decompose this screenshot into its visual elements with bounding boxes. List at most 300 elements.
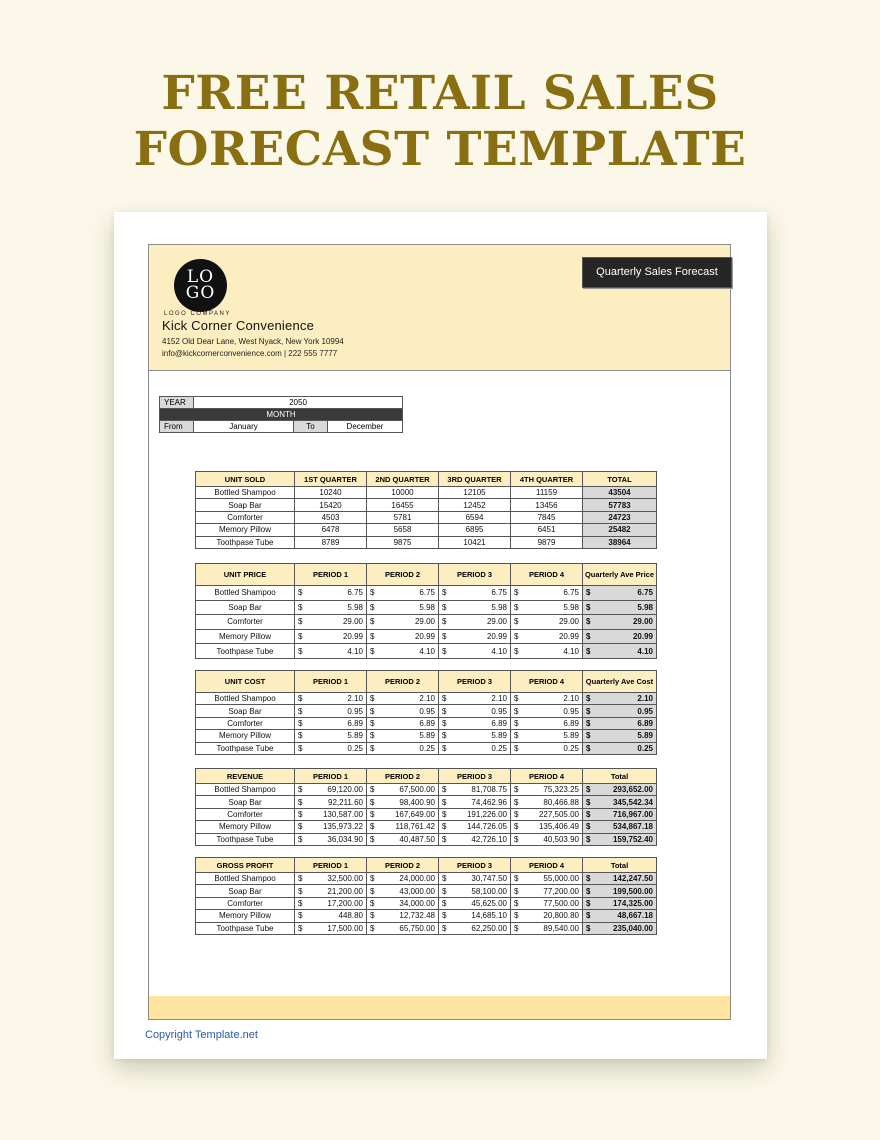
units-row-1-total[interactable]: 57783 (583, 499, 657, 511)
table-row (196, 586, 657, 601)
cost-value: 0.25 (563, 743, 579, 753)
profit-row-1-cell-2[interactable] (439, 885, 511, 897)
cost-row-1-cell-0[interactable] (295, 705, 367, 717)
units-row-4-cell-3[interactable]: 9879 (511, 536, 583, 548)
price-row-0-cell-2[interactable] (439, 586, 511, 601)
revenue-value: 80,466.88 (543, 797, 579, 807)
revenue-row-1-name[interactable]: Soap Bar (196, 796, 295, 808)
units-header-3: 3RD QUARTER (439, 472, 511, 487)
currency-symbol: $ (514, 886, 519, 896)
units-row-2-cell-0[interactable]: 4503 (295, 511, 367, 523)
currency-symbol: $ (586, 588, 591, 598)
units-row-3-cell-3[interactable]: 6451 (511, 524, 583, 536)
currency-symbol: $ (298, 706, 303, 716)
profit-row-0-name[interactable]: Bottled Shampoo (196, 873, 295, 885)
cost-row-4-name[interactable]: Toothpase Tube (196, 742, 295, 754)
logo-subtitle: LOGO COMPANY (164, 311, 231, 317)
currency-symbol: $ (586, 834, 591, 844)
currency-symbol: $ (514, 911, 519, 921)
profit-value: 448.80 (338, 911, 363, 921)
currency-symbol: $ (298, 617, 303, 627)
spreadsheet-sheet (148, 244, 731, 1020)
profit-header-2: PERIOD 2 (367, 858, 439, 873)
revenue-row-1-cell-0[interactable] (295, 796, 367, 808)
profit-row-0-cell-2[interactable] (439, 873, 511, 885)
units-row-2-name[interactable]: Comforter (196, 511, 295, 523)
currency-symbol: $ (514, 743, 519, 753)
cost-row-0-cell-1[interactable] (367, 693, 439, 705)
profit-row-2-cell-0[interactable] (295, 897, 367, 909)
revenue-row-4-cell-0[interactable] (295, 833, 367, 845)
units-header-0: UNIT SOLD (196, 472, 295, 487)
price-row-0-cell-1[interactable] (367, 586, 439, 601)
price-value: 4.10 (563, 646, 579, 656)
revenue-value: 42,726.10 (471, 834, 507, 844)
units-row-3-cell-2[interactable]: 6895 (439, 524, 511, 536)
cost-row-1-cell-2[interactable] (439, 705, 511, 717)
currency-symbol: $ (442, 886, 447, 896)
revenue-value: 130,587.00 (322, 809, 363, 819)
company-name: Kick Corner Convenience (162, 318, 315, 333)
price-row-4-cell-1[interactable] (367, 644, 439, 659)
profit-value: 65,750.00 (399, 923, 435, 933)
price-row-2-name[interactable]: Comforter (196, 615, 295, 630)
revenue-value: 69,120.00 (327, 785, 363, 795)
price-row-0-total[interactable] (583, 586, 657, 601)
table-row (196, 487, 657, 499)
currency-symbol: $ (298, 785, 303, 795)
price-total-value: 20.99 (632, 632, 653, 642)
price-row-3-total[interactable] (583, 629, 657, 644)
price-row-2-total[interactable] (583, 615, 657, 630)
units-row-4-cell-1[interactable]: 9875 (367, 536, 439, 548)
units-row-2-total[interactable]: 24723 (583, 511, 657, 523)
cost-total-value: 0.25 (637, 743, 653, 753)
currency-symbol: $ (370, 809, 375, 819)
units-row-2-cell-1[interactable]: 5781 (367, 511, 439, 523)
profit-row-4-cell-1[interactable] (367, 922, 439, 934)
profit-row-2-cell-1[interactable] (367, 897, 439, 909)
units-row-1-cell-3[interactable]: 13456 (511, 499, 583, 511)
price-row-1-total[interactable] (583, 600, 657, 615)
profit-row-1-cell-3[interactable] (511, 885, 583, 897)
price-header-3: PERIOD 3 (439, 564, 511, 586)
price-value: 6.75 (491, 588, 507, 598)
currency-symbol: $ (370, 797, 375, 807)
revenue-value: 81,708.75 (471, 785, 507, 795)
cost-value: 5.89 (347, 731, 363, 741)
price-value: 4.10 (419, 646, 435, 656)
currency-symbol: $ (514, 602, 519, 612)
cost-row-2-cell-0[interactable] (295, 717, 367, 729)
cost-row-0-cell-0[interactable] (295, 693, 367, 705)
currency-symbol: $ (514, 834, 519, 844)
profit-value: 20,800.80 (543, 911, 579, 921)
price-row-3-cell-3[interactable] (511, 629, 583, 644)
revenue-value: 40,503.90 (543, 834, 579, 844)
profit-value: 21,200.00 (327, 886, 363, 896)
price-row-4-name[interactable]: Toothpase Tube (196, 644, 295, 659)
price-value: 6.75 (419, 588, 435, 598)
price-header-5: Quarterly Ave Price (583, 564, 657, 586)
units-row-3-cell-0[interactable]: 6478 (295, 524, 367, 536)
from-label: From (160, 421, 194, 433)
profit-row-2-cell-2[interactable] (439, 897, 511, 909)
currency-symbol: $ (298, 632, 303, 642)
revenue-value: 191,226.00 (466, 809, 507, 819)
to-value[interactable]: December (328, 421, 403, 433)
currency-symbol: $ (514, 898, 519, 908)
profit-total-value: 235,040.00 (612, 923, 653, 933)
units-row-0-cell-2[interactable]: 12105 (439, 487, 511, 499)
price-value: 5.98 (419, 602, 435, 612)
revenue-row-0-cell-3[interactable] (511, 784, 583, 796)
copyright-link[interactable]: Copyright Template.net (145, 1029, 258, 1041)
cost-row-4-cell-0[interactable] (295, 742, 367, 754)
revenue-header-4: PERIOD 4 (511, 769, 583, 784)
table-row (196, 705, 657, 717)
cost-row-2-total[interactable] (583, 717, 657, 729)
price-row-4-cell-2[interactable] (439, 644, 511, 659)
currency-symbol: $ (370, 694, 375, 704)
currency-symbol: $ (442, 706, 447, 716)
revenue-header-2: PERIOD 2 (367, 769, 439, 784)
units-row-1-cell-0[interactable]: 15420 (295, 499, 367, 511)
currency-symbol: $ (442, 694, 447, 704)
revenue-row-3-cell-2[interactable] (439, 821, 511, 833)
cost-row-4-cell-2[interactable] (439, 742, 511, 754)
revenue-row-1-cell-1[interactable] (367, 796, 439, 808)
table-row (196, 808, 657, 820)
revenue-row-0-cell-1[interactable] (367, 784, 439, 796)
currency-symbol: $ (514, 923, 519, 933)
cost-header-1: PERIOD 1 (295, 671, 367, 693)
profit-row-2-cell-3[interactable] (511, 897, 583, 909)
cost-value: 2.10 (563, 694, 579, 704)
cost-row-1-total[interactable] (583, 705, 657, 717)
table-row (196, 897, 657, 909)
revenue-row-0-cell-0[interactable] (295, 784, 367, 796)
currency-symbol: $ (298, 911, 303, 921)
price-row-2-cell-0[interactable] (295, 615, 367, 630)
logo-text-top: LO (186, 267, 215, 287)
table-row (196, 821, 657, 833)
price-row-1-cell-1[interactable] (367, 600, 439, 615)
currency-symbol: $ (442, 588, 447, 598)
currency-symbol: $ (370, 706, 375, 716)
cost-value: 0.95 (491, 706, 507, 716)
revenue-row-2-cell-1[interactable] (367, 808, 439, 820)
table-row (196, 511, 657, 523)
cost-row-4-cell-3[interactable] (511, 742, 583, 754)
cost-value: 0.25 (347, 743, 363, 753)
cost-row-1-cell-1[interactable] (367, 705, 439, 717)
currency-symbol: $ (370, 923, 375, 933)
units-row-0-cell-0[interactable]: 10240 (295, 487, 367, 499)
profit-value: 32,500.00 (327, 874, 363, 884)
units-row-1-cell-2[interactable]: 12452 (439, 499, 511, 511)
profit-row-0-cell-3[interactable] (511, 873, 583, 885)
revenue-row-3-cell-0[interactable] (295, 821, 367, 833)
currency-symbol: $ (442, 602, 447, 612)
units-row-4-cell-2[interactable]: 10421 (439, 536, 511, 548)
cost-row-0-name[interactable]: Bottled Shampoo (196, 693, 295, 705)
price-row-3-cell-0[interactable] (295, 629, 367, 644)
cost-header-4: PERIOD 4 (511, 671, 583, 693)
revenue-header-5: Total (583, 769, 657, 784)
revenue-total-value: 159,752.40 (612, 834, 653, 844)
hero-title-line1: FREE RETAIL SALES (161, 66, 719, 121)
currency-symbol: $ (298, 588, 303, 598)
cost-row-2-cell-2[interactable] (439, 717, 511, 729)
cost-row-2-cell-1[interactable] (367, 717, 439, 729)
currency-symbol: $ (442, 911, 447, 921)
price-value: 20.99 (414, 632, 435, 642)
units-row-1-name[interactable]: Soap Bar (196, 499, 295, 511)
cost-row-0-total[interactable] (583, 693, 657, 705)
cost-row-4-cell-1[interactable] (367, 742, 439, 754)
price-row-3-name[interactable]: Memory Pillow (196, 629, 295, 644)
revenue-value: 67,500.00 (399, 785, 435, 795)
currency-symbol: $ (586, 602, 591, 612)
price-header-0: UNIT PRICE (196, 564, 295, 586)
cost-value: 6.89 (347, 718, 363, 728)
cost-row-0-cell-2[interactable] (439, 693, 511, 705)
profit-row-3-cell-3[interactable] (511, 910, 583, 922)
cost-row-3-name[interactable]: Memory Pillow (196, 730, 295, 742)
currency-symbol: $ (370, 646, 375, 656)
cost-value: 2.10 (419, 694, 435, 704)
cost-value: 2.10 (347, 694, 363, 704)
currency-symbol: $ (514, 617, 519, 627)
price-row-2-cell-2[interactable] (439, 615, 511, 630)
revenue-row-1-cell-2[interactable] (439, 796, 511, 808)
table-row (196, 742, 657, 754)
units-row-0-total[interactable]: 43504 (583, 487, 657, 499)
price-total-value: 5.98 (637, 602, 653, 612)
revenue-row-3-cell-1[interactable] (367, 821, 439, 833)
profit-header-5: Total (583, 858, 657, 873)
revenue-header-1: PERIOD 1 (295, 769, 367, 784)
revenue-value: 75,323.25 (543, 785, 579, 795)
cost-total-value: 6.89 (637, 718, 653, 728)
revenue-row-0-cell-2[interactable] (439, 784, 511, 796)
currency-symbol: $ (442, 809, 447, 819)
currency-symbol: $ (370, 874, 375, 884)
price-row-0-cell-3[interactable] (511, 586, 583, 601)
table-row (196, 499, 657, 511)
units-header-2: 2ND QUARTER (367, 472, 439, 487)
profit-row-4-cell-0[interactable] (295, 922, 367, 934)
table-row (196, 784, 657, 796)
cost-row-1-cell-3[interactable] (511, 705, 583, 717)
units-row-0-cell-3[interactable]: 11159 (511, 487, 583, 499)
cost-header-5: Quarterly Ave Cost (583, 671, 657, 693)
units-row-4-cell-0[interactable]: 8789 (295, 536, 367, 548)
cost-row-4-total[interactable] (583, 742, 657, 754)
revenue-row-2-cell-3[interactable] (511, 808, 583, 820)
revenue-value: 36,034.90 (327, 834, 363, 844)
cost-row-2-name[interactable]: Comforter (196, 717, 295, 729)
currency-symbol: $ (370, 785, 375, 795)
currency-symbol: $ (370, 588, 375, 598)
profit-row-1-name[interactable]: Soap Bar (196, 885, 295, 897)
profit-row-1-cell-0[interactable] (295, 885, 367, 897)
units-header-row (196, 472, 657, 487)
currency-symbol: $ (298, 646, 303, 656)
company-contact: info@kickcornerconvenience.com | 222 555 7777 (162, 349, 338, 358)
revenue-row-1-total[interactable] (583, 796, 657, 808)
price-row-2-cell-3[interactable] (511, 615, 583, 630)
cost-row-3-cell-2[interactable] (439, 730, 511, 742)
profit-row-1-cell-1[interactable] (367, 885, 439, 897)
profit-row-0-total[interactable] (583, 873, 657, 885)
currency-symbol: $ (586, 694, 591, 704)
currency-symbol: $ (586, 822, 591, 832)
cost-header-3: PERIOD 3 (439, 671, 511, 693)
cost-value: 5.89 (491, 731, 507, 741)
cost-value: 6.89 (491, 718, 507, 728)
table-row (196, 796, 657, 808)
hero-title-line2: FORECAST TEMPLATE (133, 122, 747, 177)
revenue-row-2-cell-0[interactable] (295, 808, 367, 820)
currency-symbol: $ (514, 809, 519, 819)
profit-row-3-total[interactable] (583, 910, 657, 922)
price-row-1-cell-0[interactable] (295, 600, 367, 615)
profit-row-2-total[interactable] (583, 897, 657, 909)
currency-symbol: $ (298, 797, 303, 807)
profit-value: 24,000.00 (399, 874, 435, 884)
revenue-value: 167,649.00 (394, 809, 435, 819)
table-row (196, 536, 657, 548)
currency-symbol: $ (442, 743, 447, 753)
cost-row-3-total[interactable] (583, 730, 657, 742)
price-row-4-cell-0[interactable] (295, 644, 367, 659)
revenue-row-2-name[interactable]: Comforter (196, 808, 295, 820)
year-value[interactable]: 2050 (194, 397, 403, 409)
currency-symbol: $ (442, 797, 447, 807)
price-row-3-cell-1[interactable] (367, 629, 439, 644)
price-row-1-cell-2[interactable] (439, 600, 511, 615)
price-row-1-name[interactable]: Soap Bar (196, 600, 295, 615)
cost-value: 5.89 (419, 731, 435, 741)
price-value: 20.99 (486, 632, 507, 642)
price-row-4-cell-3[interactable] (511, 644, 583, 659)
profit-total-value: 199,500.00 (612, 886, 653, 896)
cost-row-3-cell-3[interactable] (511, 730, 583, 742)
cost-row-3-cell-1[interactable] (367, 730, 439, 742)
profit-header-row (196, 858, 657, 873)
profit-row-2-name[interactable]: Comforter (196, 897, 295, 909)
revenue-row-3-name[interactable]: Memory Pillow (196, 821, 295, 833)
profit-row-3-name[interactable]: Memory Pillow (196, 910, 295, 922)
profit-row-0-cell-1[interactable] (367, 873, 439, 885)
table-row (196, 524, 657, 536)
revenue-total-value: 716,967.00 (612, 809, 653, 819)
units-row-2-cell-3[interactable]: 7845 (511, 511, 583, 523)
units-row-4-name[interactable]: Toothpase Tube (196, 536, 295, 548)
revenue-row-4-cell-1[interactable] (367, 833, 439, 845)
units-row-0-name[interactable]: Bottled Shampoo (196, 487, 295, 499)
price-row-3-cell-2[interactable] (439, 629, 511, 644)
currency-symbol: $ (442, 632, 447, 642)
profit-value: 89,540.00 (543, 923, 579, 933)
currency-symbol: $ (370, 886, 375, 896)
profit-value: 34,000.00 (399, 898, 435, 908)
currency-symbol: $ (370, 898, 375, 908)
price-value: 20.99 (558, 632, 579, 642)
revenue-row-4-cell-3[interactable] (511, 833, 583, 845)
revenue-row-3-cell-3[interactable] (511, 821, 583, 833)
price-header-row (196, 564, 657, 586)
revenue-row-2-cell-2[interactable] (439, 808, 511, 820)
profit-row-3-cell-1[interactable] (367, 910, 439, 922)
table-row (196, 873, 657, 885)
revenue-table (195, 768, 657, 846)
price-total-value: 6.75 (637, 588, 653, 598)
units-row-3-name[interactable]: Memory Pillow (196, 524, 295, 536)
currency-symbol: $ (298, 718, 303, 728)
profit-value: 55,000.00 (543, 874, 579, 884)
profit-row-3-cell-2[interactable] (439, 910, 511, 922)
revenue-row-1-cell-3[interactable] (511, 796, 583, 808)
units-row-3-total[interactable]: 25482 (583, 524, 657, 536)
profit-row-0-cell-0[interactable] (295, 873, 367, 885)
revenue-row-2-total[interactable] (583, 808, 657, 820)
units-row-1-cell-1[interactable]: 16455 (367, 499, 439, 511)
revenue-row-3-total[interactable] (583, 821, 657, 833)
cost-row-3-cell-0[interactable] (295, 730, 367, 742)
units-row-0-cell-1[interactable]: 10000 (367, 487, 439, 499)
price-row-4-total[interactable] (583, 644, 657, 659)
cost-row-2-cell-3[interactable] (511, 717, 583, 729)
profit-row-4-total[interactable] (583, 922, 657, 934)
from-value[interactable]: January (194, 421, 294, 433)
units-row-2-cell-2[interactable]: 6594 (439, 511, 511, 523)
price-row-1-cell-3[interactable] (511, 600, 583, 615)
revenue-value: 118,761.42 (395, 822, 435, 832)
currency-symbol: $ (514, 632, 519, 642)
cost-row-0-cell-3[interactable] (511, 693, 583, 705)
revenue-row-4-cell-2[interactable] (439, 833, 511, 845)
revenue-row-0-name[interactable]: Bottled Shampoo (196, 784, 295, 796)
profit-row-4-cell-3[interactable] (511, 922, 583, 934)
price-row-0-name[interactable]: Bottled Shampoo (196, 586, 295, 601)
price-row-2-cell-1[interactable] (367, 615, 439, 630)
cost-row-1-name[interactable]: Soap Bar (196, 705, 295, 717)
currency-symbol: $ (298, 886, 303, 896)
units-row-3-cell-1[interactable]: 5658 (367, 524, 439, 536)
profit-row-4-name[interactable]: Toothpase Tube (196, 922, 295, 934)
profit-row-4-cell-2[interactable] (439, 922, 511, 934)
revenue-row-0-total[interactable] (583, 784, 657, 796)
units-row-4-total[interactable]: 38964 (583, 536, 657, 548)
cost-header-2: PERIOD 2 (367, 671, 439, 693)
revenue-row-4-total[interactable] (583, 833, 657, 845)
currency-symbol: $ (514, 731, 519, 741)
profit-row-3-cell-0[interactable] (295, 910, 367, 922)
profit-header-1: PERIOD 1 (295, 858, 367, 873)
price-row-0-cell-0[interactable] (295, 586, 367, 601)
price-value: 4.10 (347, 646, 363, 656)
currency-symbol: $ (298, 874, 303, 884)
profit-row-1-total[interactable] (583, 885, 657, 897)
currency-symbol: $ (442, 785, 447, 795)
price-value: 6.75 (563, 588, 579, 598)
revenue-total-value: 345,542.34 (612, 797, 653, 807)
revenue-row-4-name[interactable]: Toothpase Tube (196, 833, 295, 845)
currency-symbol: $ (370, 617, 375, 627)
